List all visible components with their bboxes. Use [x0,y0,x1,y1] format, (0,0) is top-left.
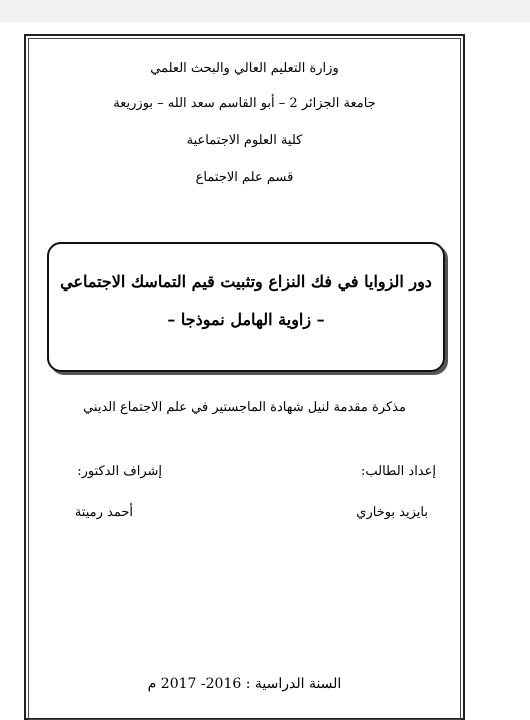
thesis-subtitle: مذكرة مقدمة لنيل شهادة الماجستير في علم الاجتماع الديني [83,400,406,415]
supervisor-name: أحمد رميتة [74,505,133,520]
ministry-line: وزارة التعليم العالي والبحث العلمي [150,61,339,76]
supervisor-label: إشراف الدكتور: [77,464,162,479]
university-line: جامعة الجزائر 2 – أبو القاسم سعد الله – بوزريعة [113,96,376,111]
thesis-title-box [47,242,445,372]
student-label: إعداد الطالب: [360,464,436,479]
department-line: قسم علم الاجتماع [195,170,294,185]
thesis-title-line1: دور الزوايا في فك النزاع وتثبيت قيم التماسك الاجتماعي [60,272,432,291]
student-name: بايزيد بوخاري [356,505,428,520]
thesis-title-line2: – زاوية الهامل نموذجا – [167,310,325,329]
faculty-line: كلية العلوم الاجتماعية [186,133,303,148]
academic-year: السنة الدراسية : 2016- 2017 م [147,676,342,692]
